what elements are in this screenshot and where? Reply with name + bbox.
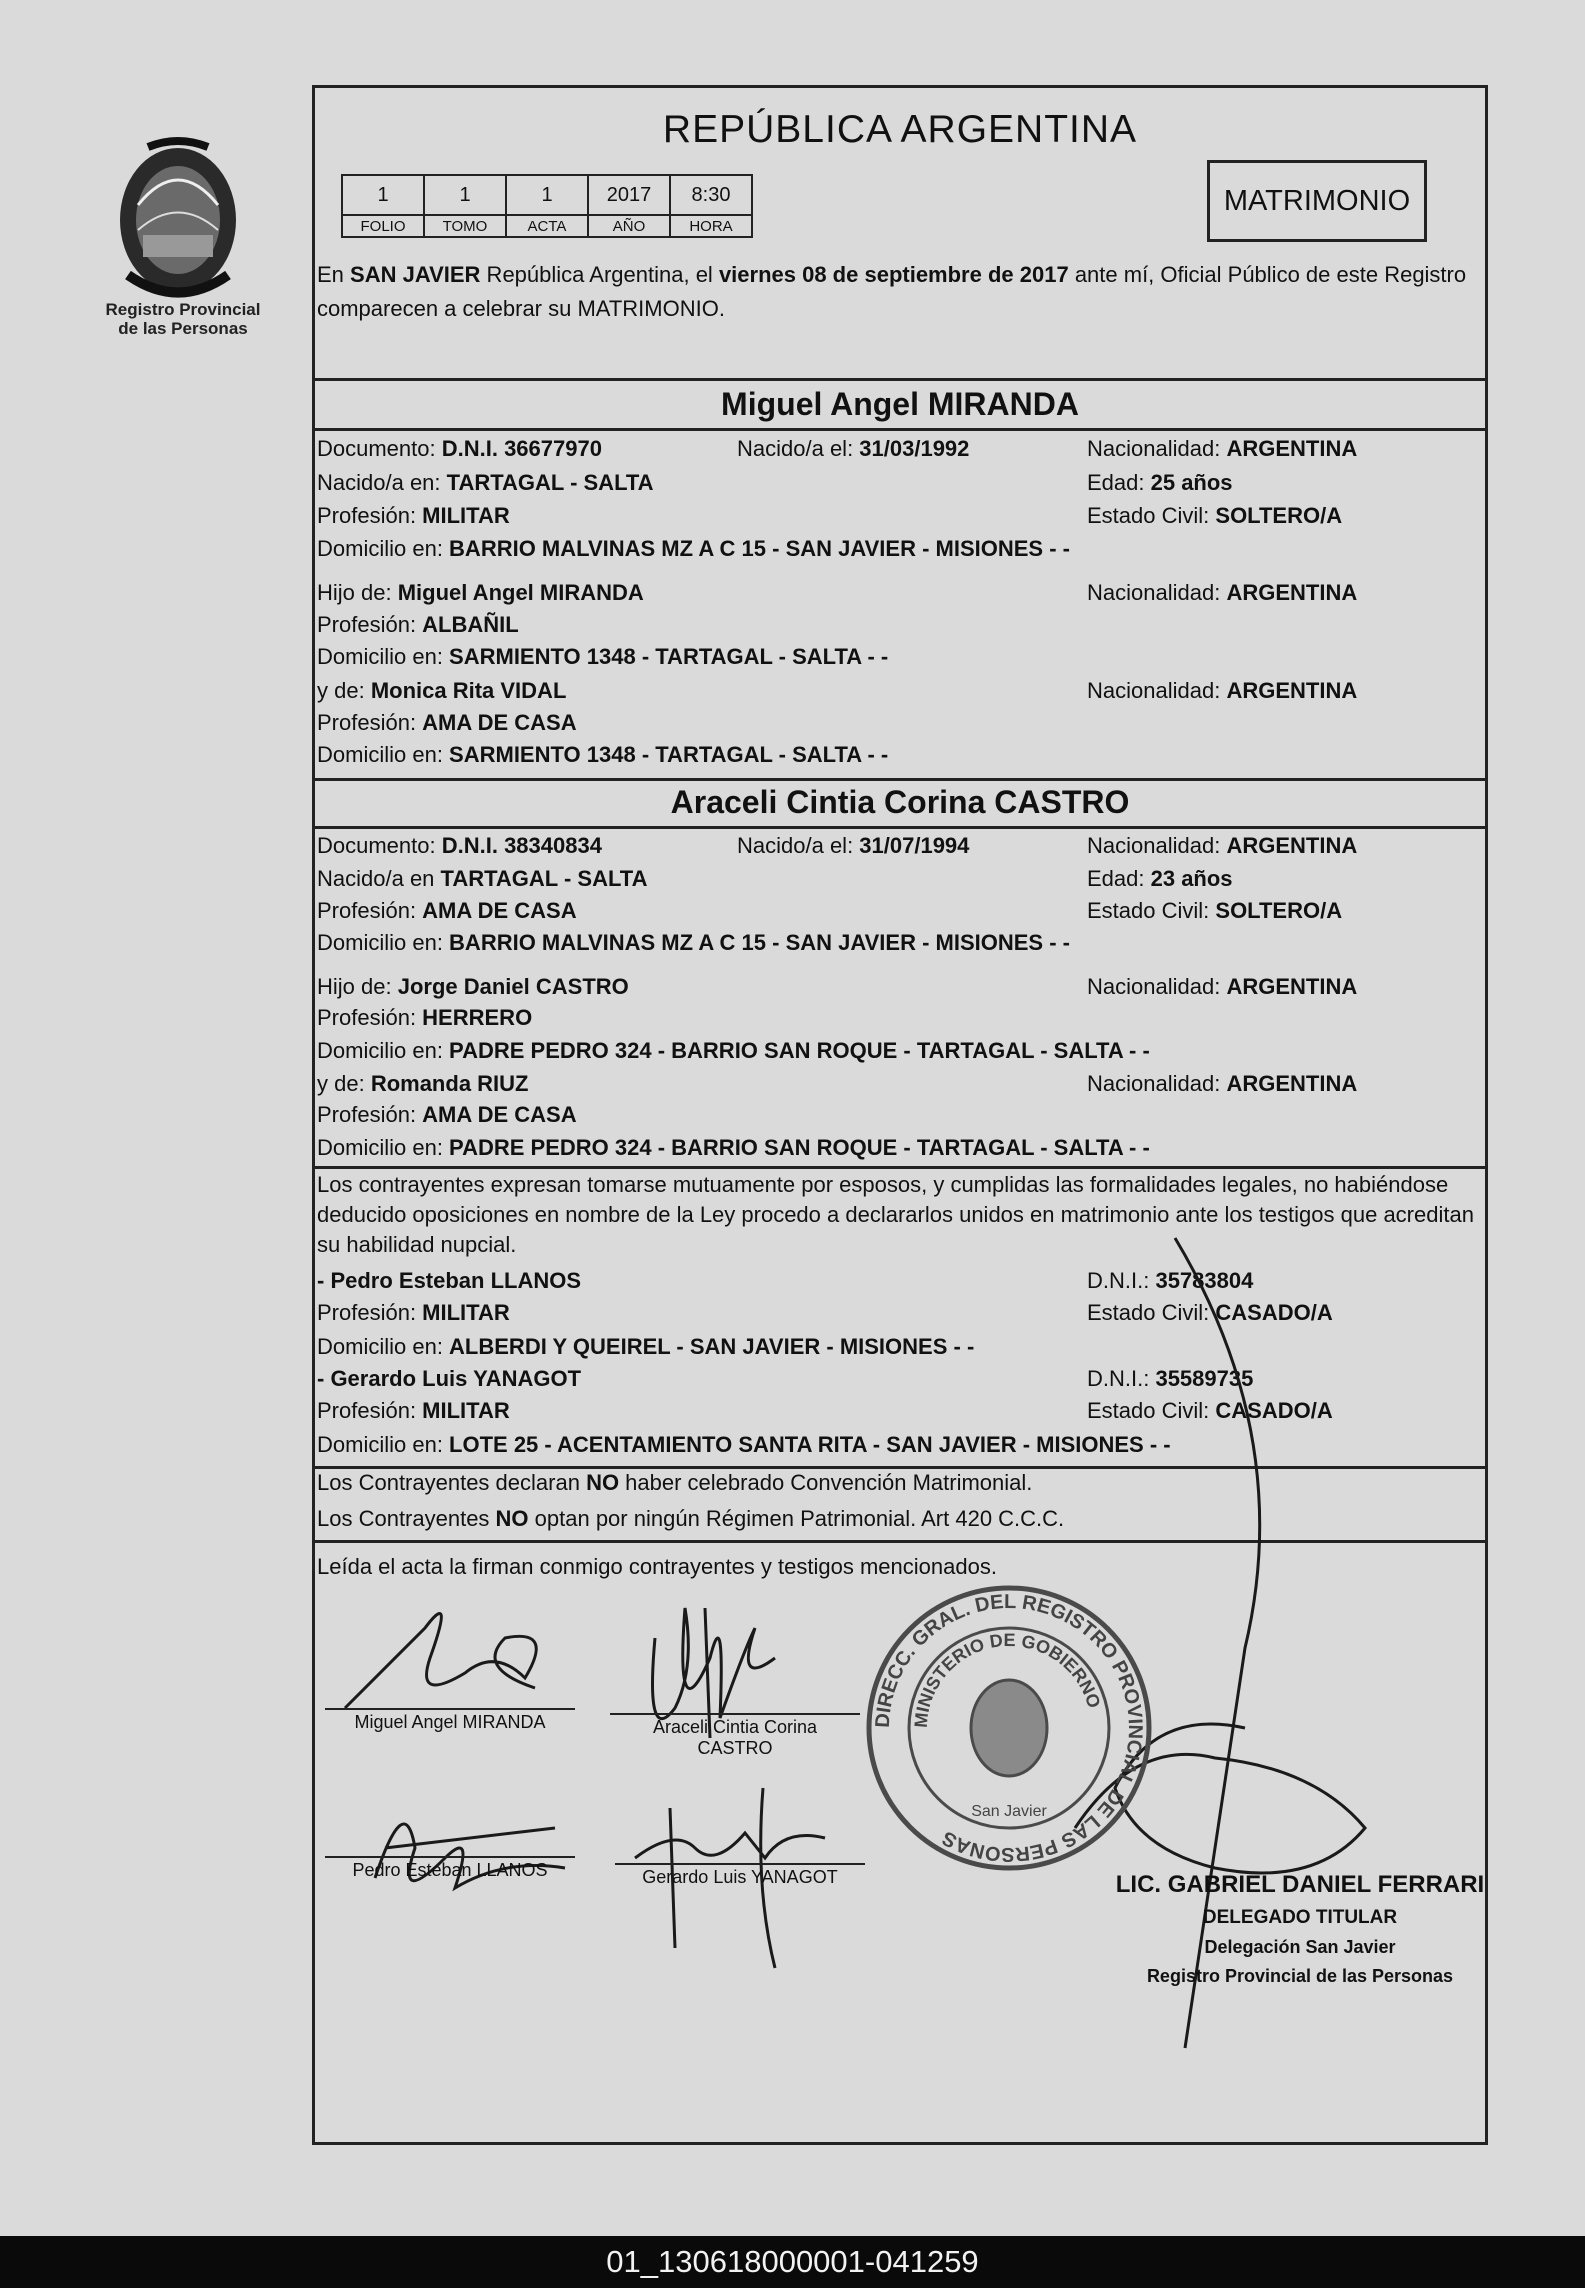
field-label: Domicilio en: — [317, 1432, 450, 1457]
regime-post: optan por ningún Régimen Patrimonial. Art 420 C.C.C. — [528, 1506, 1065, 1531]
field-label: Profesión: — [317, 1005, 423, 1030]
groom-signature — [345, 1613, 536, 1708]
field-label: Estado Civil: — [1087, 1300, 1216, 1325]
convention-pre: Los Contrayentes declaran — [317, 1470, 587, 1495]
field-label: Profesión: — [317, 1398, 423, 1423]
witness2-signature-line — [615, 1863, 865, 1888]
regime-pre: Los Contrayentes — [317, 1506, 496, 1531]
field-label: Hijo de: — [317, 974, 398, 999]
field-label: Domicilio en: — [317, 644, 450, 669]
witness1-name: - Pedro Esteban LLANOS — [317, 1268, 582, 1293]
bride-mother: Romanda RIUZ — [370, 1071, 529, 1096]
bride-born-on: 31/07/1994 — [859, 833, 970, 858]
groom-doc: D.N.I. 36677970 — [441, 436, 602, 461]
field-label: y de: — [317, 1071, 371, 1096]
groom-mother: Monica Rita VIDAL — [370, 678, 567, 703]
official-seal-icon — [859, 1578, 1159, 1878]
witness2-prof: MILITAR — [422, 1398, 510, 1423]
field-label: y de: — [317, 678, 371, 703]
groom-father-addr: SARMIENTO 1348 - TARTAGAL - SALTA - - — [449, 644, 889, 669]
groom-mother-nat: ARGENTINA — [1226, 678, 1358, 703]
field-label: Domicilio en: — [317, 930, 450, 955]
groom-mother-addr: SARMIENTO 1348 - TARTAGAL - SALTA - - — [449, 742, 889, 767]
intro-mid: República Argentina, el — [480, 262, 719, 287]
provincial-crest-icon — [108, 135, 248, 310]
field-label: Nacionalidad: — [1087, 974, 1227, 999]
bride-name: Araceli Cintia Corina CASTRO — [670, 784, 1130, 820]
bride-prof: AMA DE CASA — [422, 898, 577, 923]
witness1-signature-line — [325, 1856, 575, 1881]
groom-father-prof: ALBAÑIL — [422, 612, 519, 637]
groom-father-nat: ARGENTINA — [1226, 580, 1358, 605]
groom-father: Miguel Angel MIRANDA — [397, 580, 644, 605]
bride-signature-name-line2: CASTRO — [697, 1738, 773, 1758]
certificate-frame — [312, 85, 1488, 2145]
witness2-civil: CASADO/A — [1215, 1398, 1333, 1423]
convention-no: NO — [586, 1470, 620, 1495]
groom-prof: MILITAR — [422, 503, 510, 528]
groom-nat: ARGENTINA — [1226, 436, 1358, 461]
folio-value: 1 — [342, 175, 424, 215]
field-label: Nacido/a el: — [737, 436, 860, 461]
field-label: Nacionalidad: — [1087, 833, 1227, 858]
bride-signature-name-line1: Araceli Cintia Corina — [652, 1717, 818, 1737]
hour-value: 8:30 — [670, 175, 752, 215]
bride-father: Jorge Daniel CASTRO — [397, 974, 629, 999]
witness2-dni: 35589735 — [1155, 1366, 1254, 1391]
read-line: Leída el acta la firman conmigo contrayentes y testigos mencionados. — [317, 1554, 997, 1579]
field-label: Domicilio en: — [317, 1135, 450, 1160]
field-label: D.N.I.: — [1087, 1366, 1156, 1391]
official-name: LIC. GABRIEL DANIEL FERRARI — [1115, 1871, 1485, 1898]
act-type-box: MATRIMONIO — [1207, 160, 1427, 242]
seal-place: San Javier — [971, 1803, 1047, 1820]
intro-prefix: En — [317, 262, 351, 287]
field-label: Documento: — [317, 833, 442, 858]
field-label: Profesión: — [317, 710, 423, 735]
bride-father-nat: ARGENTINA — [1226, 974, 1358, 999]
witness1-civil: CASADO/A — [1215, 1300, 1333, 1325]
official-registry: Registro Provincial de las Personas — [1146, 1966, 1454, 1986]
folio-label: FOLIO — [342, 215, 424, 237]
groom-born-on: 31/03/1992 — [859, 436, 970, 461]
seal-inner-text: MINISTERIO DE GOBIERNO — [910, 1629, 1105, 1729]
groom-born-in: TARTAGAL - SALTA — [446, 470, 654, 495]
field-label: Domicilio en: — [317, 536, 450, 561]
tomo-value: 1 — [424, 175, 506, 215]
scan-code-bar: 01_130618000001-041259 — [0, 2236, 1585, 2288]
bride-civil: SOLTERO/A — [1215, 898, 1343, 923]
field-label: D.N.I.: — [1087, 1268, 1156, 1293]
field-label: Nacionalidad: — [1087, 436, 1227, 461]
bride-addr: BARRIO MALVINAS MZ A C 15 - SAN JAVIER - MISIONES - - — [449, 930, 1070, 955]
field-label: Nacido/a el: — [737, 833, 860, 858]
official-block — [1115, 1871, 1485, 1987]
intro-place: SAN JAVIER — [350, 262, 481, 287]
regime-no: NO — [495, 1506, 529, 1531]
bride-born-in: TARTAGAL - SALTA — [440, 866, 648, 891]
groom-signature-name: Miguel Angel MIRANDA — [354, 1712, 546, 1732]
witness1-prof: MILITAR — [422, 1300, 510, 1325]
bride-mother-addr: PADRE PEDRO 324 - BARRIO SAN ROQUE - TARTAGAL - SALTA - - — [449, 1135, 1150, 1160]
bride-father-addr: PADRE PEDRO 324 - BARRIO SAN ROQUE - TARTAGAL - SALTA - - — [449, 1038, 1150, 1063]
field-label: Domicilio en: — [317, 742, 450, 767]
bride-mother-nat: ARGENTINA — [1226, 1071, 1358, 1096]
witness2-signature-name: Gerardo Luis YANAGOT — [642, 1867, 838, 1887]
groom-civil: SOLTERO/A — [1215, 503, 1343, 528]
witness1-addr: ALBERDI Y QUEIREL - SAN JAVIER - MISIONES - - — [449, 1334, 975, 1359]
official-office: Delegación San Javier — [1204, 1937, 1396, 1957]
field-label: Edad: — [1087, 866, 1151, 891]
field-label: Profesión: — [317, 503, 423, 528]
acta-value: 1 — [506, 175, 588, 215]
bride-signature-line — [610, 1713, 860, 1759]
field-label: Profesión: — [317, 612, 423, 637]
field-label: Domicilio en: — [317, 1038, 450, 1063]
groom-addr: BARRIO MALVINAS MZ A C 15 - SAN JAVIER - MISIONES - - — [449, 536, 1070, 561]
year-label: AÑO — [588, 215, 670, 237]
witness2-addr: LOTE 25 - ACENTAMIENTO SANTA RITA - SAN JAVIER - MISIONES - - — [449, 1432, 1171, 1457]
field-label: Nacido/a en: — [317, 470, 447, 495]
field-label: Profesión: — [317, 1102, 423, 1127]
groom-mother-prof: AMA DE CASA — [422, 710, 577, 735]
field-label: Nacionalidad: — [1087, 580, 1227, 605]
field-label: Estado Civil: — [1087, 898, 1216, 923]
seal-outer-text: DIRECC. GRAL. DEL REGISTRO PROVINCIAL DE LAS PERSONAS — [871, 1590, 1147, 1866]
declaration-text: Los contrayentes expresan tomarse mutuamente por esposos, y cumplidas las formalidades legales, no habiéndose deducido oposiciones en nombre de la Ley procedo a declararlos unidos en matrimonio ante los testigos que acreditan su habilidad nupcial. — [317, 1172, 1474, 1257]
field-label: Hijo de: — [317, 580, 398, 605]
bride-mother-prof: AMA DE CASA — [422, 1102, 577, 1127]
intro-date: viernes 08 de septiembre de 2017 — [718, 262, 1069, 287]
field-label: Estado Civil: — [1087, 1398, 1216, 1423]
intro-suffix: ante mí, Oficial Público de este Registro comparecen a celebrar su MATRIMONIO. — [317, 262, 1467, 321]
witness1-dni: 35783804 — [1155, 1268, 1254, 1293]
field-label: Profesión: — [317, 898, 423, 923]
field-label: Edad: — [1087, 470, 1151, 495]
field-label: Nacionalidad: — [1087, 1071, 1227, 1096]
convention-post: haber celebrado Convención Matrimonial. — [619, 1470, 1033, 1495]
registry-label-line2: de las Personas — [118, 319, 248, 338]
groom-age: 25 años — [1150, 470, 1233, 495]
official-role: DELEGADO TITULAR — [1202, 1907, 1398, 1928]
tomo-label: TOMO — [424, 215, 506, 237]
field-label: Documento: — [317, 436, 442, 461]
registry-label-line1: Registro Provincial — [105, 300, 261, 319]
groom-signature-line — [325, 1708, 575, 1733]
field-label: Profesión: — [317, 1300, 423, 1325]
witness1-signature-name: Pedro Esteban LLANOS — [352, 1860, 548, 1880]
bride-age: 23 años — [1150, 866, 1233, 891]
page-title: REPÚBLICA ARGENTINA — [662, 108, 1138, 151]
field-label: Domicilio en: — [317, 1334, 450, 1359]
hour-label: HORA — [670, 215, 752, 237]
field-label: Nacionalidad: — [1087, 678, 1227, 703]
bride-father-prof: HERRERO — [422, 1005, 533, 1030]
field-label: Estado Civil: — [1087, 503, 1216, 528]
acta-label: ACTA — [506, 215, 588, 237]
bride-doc: D.N.I. 38340834 — [441, 833, 602, 858]
witness2-name: - Gerardo Luis YANAGOT — [317, 1366, 582, 1391]
field-label: Nacido/a en — [317, 866, 441, 891]
registry-label — [88, 300, 278, 338]
year-value: 2017 — [588, 175, 670, 215]
bride-nat: ARGENTINA — [1226, 833, 1358, 858]
groom-name: Miguel Angel MIRANDA — [721, 386, 1079, 422]
